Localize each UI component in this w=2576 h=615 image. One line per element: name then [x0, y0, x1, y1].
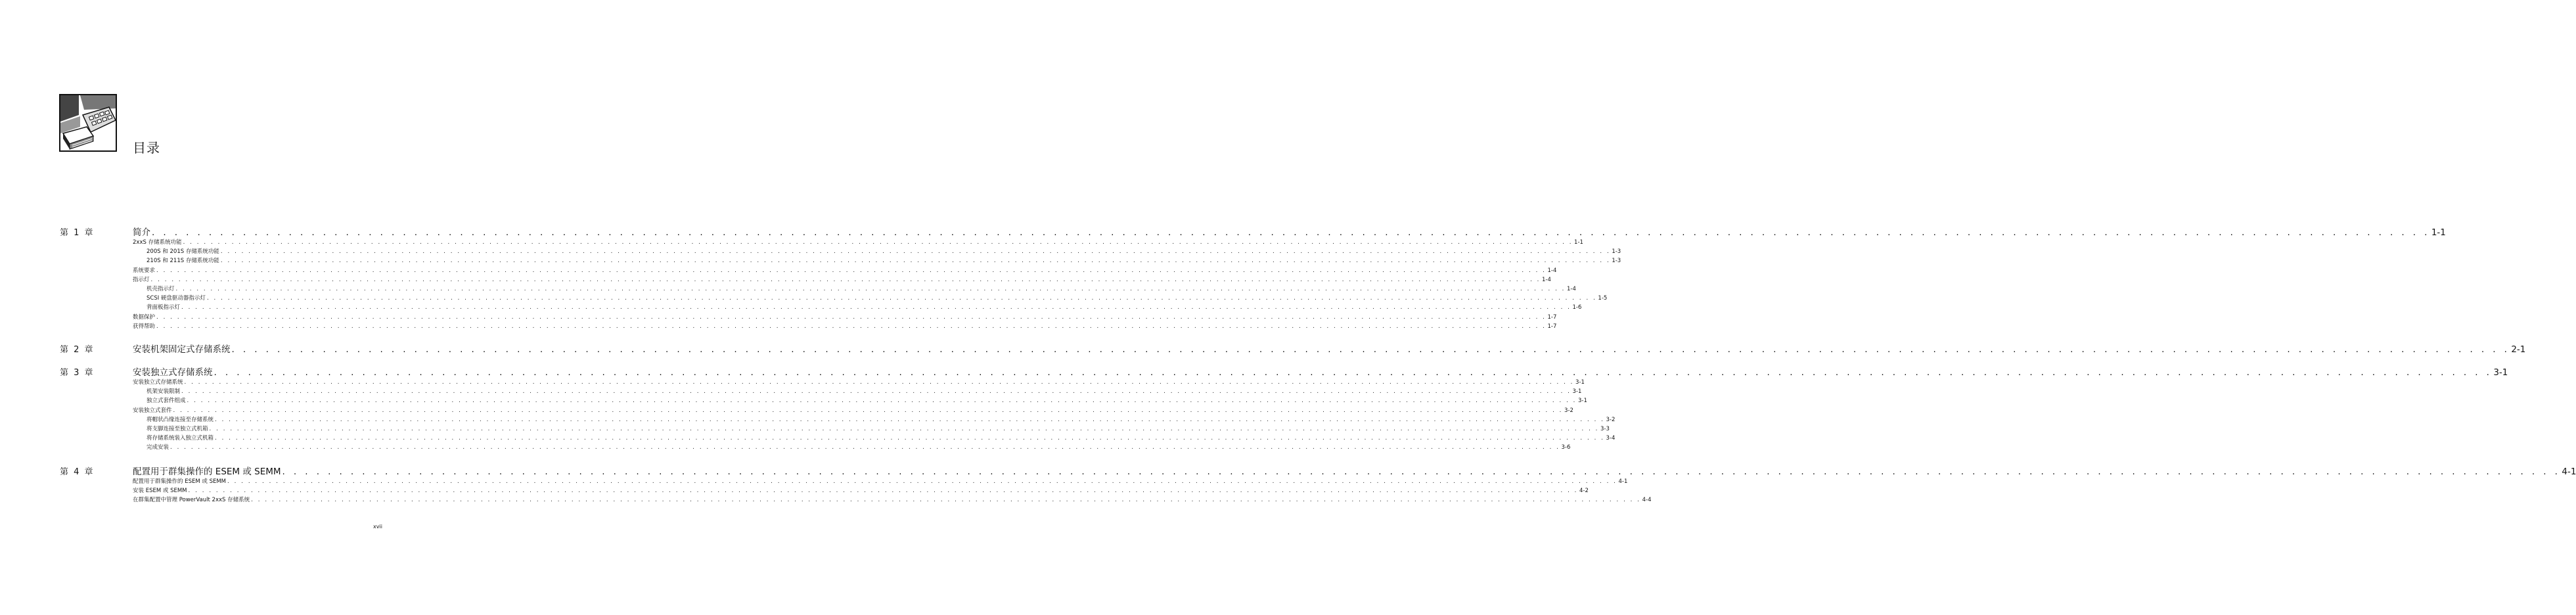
- entry-title: 2xxS 存储系统功能: [133, 239, 182, 246]
- entry-title: 机壳指示灯: [147, 286, 175, 292]
- section-entry[interactable]: [133, 495, 1652, 504]
- dot-leader: . . . . . . . . . . . . . . . . . . . . . . . . . . . . . . . . . . . . . . . . . . . . . . . . . . . . . . . . . . . . . . . . . . . . . . . . . . . . . . . . . . . . . . . . . . . . . . . . . . . . . . . . . . . . . . . . . . . . . . . . . . . . . . . . . . . . . . . . . . . . . . . . . . . . . . . . . . . . . . . . . . . . . . . . . . . . . . . . . . . . . . . . . . . . . . . . . . . . . . . .: [188, 488, 1578, 495]
- section-entry[interactable]: [133, 275, 1551, 283]
- dot-leader: . . . . . . . . . . . . . . . . . . . . . . . . . . . . . . . . . . . . . . . . . . . . . . . . . . . . . . . . . . . . . . . . . . . . . . . . . . . . . . . . . . . . . . . . . . . . . . . . . . . . . . . . . . . . . . . . . . . . . . . . . . . . . . . . . . . . . . . . . . . . . . . . . . . . . . . . . . . . . . . . . . . . . . . . . . . . . . . . . . . . . . . . . . . . . . . . . . . . . . . .: [156, 267, 1547, 274]
- entry-page: 1-1: [1574, 239, 1583, 246]
- dot-leader: . . . . . . . . . . . . . . . . . . . . . . . . . . . . . . . . . . . . . . . . . . . . . . . . . . . . . . . . . . . . . . . . . . . . . . . . . . . . . . . . . . . . . . . . . . . . . . . . . . . . . . . . . . . . . . . . . . . . . . . . . . . . . . . . . . . . . . . . . . . . . . . . . . . . . . . . . . . . . . . . . . . . . . . . . . . . . . . . . . . . . . . . . . . . . . . . . . . . . . . .: [173, 407, 1563, 414]
- subsection-entry[interactable]: [147, 256, 1621, 265]
- entry-title: 安装独立式存储系统: [133, 367, 213, 378]
- entry-title: 系统要求: [133, 267, 156, 274]
- dot-leader: . . . . . . . . . . . . . . . . . . . . . . . . . . . . . . . . . . . . . . . . . . . . . . . . . . . . . . . . . . . . . . . . . . . . . . . . . . . . . . . . . . . . . . . . . . . . . . . . . . . . . . . . . . . . . . . . . . . . . . . . . . . . . . . . . . . . . . . . . . . . . . . . . . . . . . . . . . . . . . . . . . . . . . . . . . . . . . . . . . . . . . . . . . . . . . . . . . . . . . . .: [227, 478, 1617, 485]
- section-entry[interactable]: [133, 477, 1628, 485]
- entry-title: 将存储系统装入独立式机箱: [147, 435, 214, 442]
- entry-page: 3-4: [1606, 435, 1616, 442]
- entry-page: 4-1: [2562, 467, 2576, 477]
- dot-leader: . . . . . . . . . . . . . . . . . . . . . . . . . . . . . . . . . . . . . . . . . . . . . . . . . . . . . . . . . . . . . . . . . . . . . . . . . . . . . . . . . . . . . . . . . . . . . . . . . . . . . . . . . . . . . . . . . . . . . . . . . . . . . . . . . . . . . . . . . . . . . . . . . . . . . . . . . . . . . . . . . . . . . . . . . . . . . . . . . . . . . . . . . . . . . . . . . . . . . . . .: [206, 295, 1597, 302]
- entry-page: 1-6: [1572, 304, 1582, 311]
- dot-leader: . . . . . . . . . . . . . . . . . . . . . . . . . . . . . . . . . . . . . . . . . . . . . . . . . . . . . . . . . . . . . . . . . . . . . . . . . . . . . . . . . . . . . . . . . . . . . . . . . . . . . . . . . . . . . . . . . . . . . . . . . . . . . . . . . . . . . . . . . . . . . . . . . . . . . . . . . . . . . . . . . . . . . . . . . . . . . . . . . . . . . . . . . . . . . . . . . . . . . . . .: [214, 367, 2493, 378]
- entry-page: 3-2: [1606, 416, 1616, 423]
- dot-leader: . . . . . . . . . . . . . . . . . . . . . . . . . . . . . . . . . . . . . . . . . . . . . . . . . . . . . . . . . . . . . . . . . . . . . . . . . . . . . . . . . . . . . . . . . . . . . . . . . . . . . . . . . . . . . . . . . . . . . . . . . . . . . . . . . . . . . . . . . . . . . . . . . . . . . . . . . . . . . . . . . . . . . . . . . . . . . . . . . . . . . . . . . . . . . . . . . . . . . . . .: [282, 467, 2561, 477]
- chapter-label: 第 3 章: [60, 368, 95, 378]
- section-entry[interactable]: [133, 238, 1583, 246]
- entry-page: 4-1: [1618, 478, 1628, 485]
- entry-page: 4-4: [1642, 497, 1652, 504]
- entry-page: 1-4: [1541, 276, 1551, 283]
- entry-title: 安装独立式套件: [133, 407, 172, 414]
- chapter-label: 第 2 章: [60, 345, 95, 355]
- subsection-entry[interactable]: [147, 415, 1616, 423]
- section-entry[interactable]: [133, 378, 1585, 386]
- entry-page: 3-1: [1577, 398, 1587, 405]
- entry-page: 3-1: [1575, 379, 1585, 386]
- dot-leader: . . . . . . . . . . . . . . . . . . . . . . . . . . . . . . . . . . . . . . . . . . . . . . . . . . . . . . . . . . . . . . . . . . . . . . . . . . . . . . . . . . . . . . . . . . . . . . . . . . . . . . . . . . . . . . . . . . . . . . . . . . . . . . . . . . . . . . . . . . . . . . . . . . . . . . . . . . . . . . . . . . . . . . . . . . . . . . . . . . . . . . . . . . . . . . . . . . . . . . . .: [156, 313, 1547, 321]
- entry-title: 数据保护: [133, 313, 156, 321]
- entry-title: 背面板指示灯: [147, 304, 181, 311]
- chapter-heading[interactable]: [133, 225, 2446, 238]
- dot-leader: . . . . . . . . . . . . . . . . . . . . . . . . . . . . . . . . . . . . . . . . . . . . . . . . . . . . . . . . . . . . . . . . . . . . . . . . . . . . . . . . . . . . . . . . . . . . . . . . . . . . . . . . . . . . . . . . . . . . . . . . . . . . . . . . . . . . . . . . . . . . . . . . . . . . . . . . . . . . . . . . . . . . . . . . . . . . . . . . . . . . . . . . . . . . . . . . . . . . . . . .: [220, 248, 1611, 256]
- entry-page: 1-3: [1612, 258, 1621, 265]
- dot-leader: . . . . . . . . . . . . . . . . . . . . . . . . . . . . . . . . . . . . . . . . . . . . . . . . . . . . . . . . . . . . . . . . . . . . . . . . . . . . . . . . . . . . . . . . . . . . . . . . . . . . . . . . . . . . . . . . . . . . . . . . . . . . . . . . . . . . . . . . . . . . . . . . . . . . . . . . . . . . . . . . . . . . . . . . . . . . . . . . . . . . . . . . . . . . . . . . . . . . . . . .: [251, 497, 1641, 504]
- entry-page: 3-1: [2493, 367, 2508, 378]
- subsection-entry[interactable]: [147, 285, 1576, 292]
- dot-leader: . . . . . . . . . . . . . . . . . . . . . . . . . . . . . . . . . . . . . . . . . . . . . . . . . . . . . . . . . . . . . . . . . . . . . . . . . . . . . . . . . . . . . . . . . . . . . . . . . . . . . . . . . . . . . . . . . . . . . . . . . . . . . . . . . . . . . . . . . . . . . . . . . . . . . . . . . . . . . . . . . . . . . . . . . . . . . . . . . . . . . . . . . . . . . . . . . . . . . . . .: [170, 444, 1560, 451]
- entry-title: 安装 ESEM 或 SEMM: [133, 488, 187, 495]
- chapter-label: 第 1 章: [60, 228, 95, 238]
- entry-page: 3-1: [1572, 388, 1582, 396]
- entry-title: 指示灯: [133, 276, 150, 283]
- dot-leader: . . . . . . . . . . . . . . . . . . . . . . . . . . . . . . . . . . . . . . . . . . . . . . . . . . . . . . . . . . . . . . . . . . . . . . . . . . . . . . . . . . . . . . . . . . . . . . . . . . . . . . . . . . . . . . . . . . . . . . . . . . . . . . . . . . . . . . . . . . . . . . . . . . . . . . . . . . . . . . . . . . . . . . . . . . . . . . . . . . . . . . . . . . . . . . . . . . . . . . . .: [183, 239, 1573, 246]
- entry-page: 1-1: [2431, 227, 2446, 238]
- entry-title: 配置用于群集操作的 ESEM 或 SEMM: [133, 467, 281, 477]
- dot-leader: . . . . . . . . . . . . . . . . . . . . . . . . . . . . . . . . . . . . . . . . . . . . . . . . . . . . . . . . . . . . . . . . . . . . . . . . . . . . . . . . . . . . . . . . . . . . . . . . . . . . . . . . . . . . . . . . . . . . . . . . . . . . . . . . . . . . . . . . . . . . . . . . . . . . . . . . . . . . . . . . . . . . . . . . . . . . . . . . . . . . . . . . . . . . . . . . . . . . . . . .: [220, 258, 1611, 265]
- entry-title: 将帽状凸缘连接至存储系统: [147, 416, 214, 423]
- entry-page: 2-1: [2511, 344, 2526, 355]
- entry-title: 安装独立式存储系统: [133, 379, 183, 386]
- subsection-entry[interactable]: [147, 247, 1621, 256]
- entry-page: 3-6: [1561, 444, 1571, 451]
- dot-leader: . . . . . . . . . . . . . . . . . . . . . . . . . . . . . . . . . . . . . . . . . . . . . . . . . . . . . . . . . . . . . . . . . . . . . . . . . . . . . . . . . . . . . . . . . . . . . . . . . . . . . . . . . . . . . . . . . . . . . . . . . . . . . . . . . . . . . . . . . . . . . . . . . . . . . . . . . . . . . . . . . . . . . . . . . . . . . . . . . . . . . . . . . . . . . . . . . . . . . . . .: [181, 388, 1571, 396]
- chapter-heading[interactable]: [133, 342, 2526, 355]
- dot-leader: . . . . . . . . . . . . . . . . . . . . . . . . . . . . . . . . . . . . . . . . . . . . . . . . . . . . . . . . . . . . . . . . . . . . . . . . . . . . . . . . . . . . . . . . . . . . . . . . . . . . . . . . . . . . . . . . . . . . . . . . . . . . . . . . . . . . . . . . . . . . . . . . . . . . . . . . . . . . . . . . . . . . . . . . . . . . . . . . . . . . . . . . . . . . . . . . . . . . . . . .: [181, 304, 1571, 311]
- entry-title: 将支脚连接至独立式机箱: [147, 426, 208, 432]
- entry-title: 安装机架固定式存储系统: [133, 344, 231, 355]
- section-entry[interactable]: [133, 313, 1557, 321]
- dot-leader: . . . . . . . . . . . . . . . . . . . . . . . . . . . . . . . . . . . . . . . . . . . . . . . . . . . . . . . . . . . . . . . . . . . . . . . . . . . . . . . . . . . . . . . . . . . . . . . . . . . . . . . . . . . . . . . . . . . . . . . . . . . . . . . . . . . . . . . . . . . . . . . . . . . . . . . . . . . . . . . . . . . . . . . . . . . . . . . . . . . . . . . . . . . . . . . . . . . . . . . .: [184, 379, 1574, 386]
- entry-title: 完成安装: [147, 444, 169, 451]
- page-title: 目录: [133, 140, 160, 156]
- chapter-heading[interactable]: [133, 464, 2576, 477]
- entry-page: 1-3: [1612, 248, 1621, 256]
- entry-title: 在群集配置中管理 PowerVault 2xxS 存储系统: [133, 497, 250, 504]
- subsection-entry[interactable]: [147, 387, 1582, 396]
- dot-leader: . . . . . . . . . . . . . . . . . . . . . . . . . . . . . . . . . . . . . . . . . . . . . . . . . . . . . . . . . . . . . . . . . . . . . . . . . . . . . . . . . . . . . . . . . . . . . . . . . . . . . . . . . . . . . . . . . . . . . . . . . . . . . . . . . . . . . . . . . . . . . . . . . . . . . . . . . . . . . . . . . . . . . . . . . . . . . . . . . . . . . . . . . . . . . . . . . . . . . . . .: [156, 323, 1547, 330]
- entry-title: SCSI 硬盘驱动器指示灯: [147, 295, 206, 302]
- section-entry[interactable]: [133, 266, 1557, 274]
- entry-page: 1-7: [1547, 313, 1557, 321]
- entry-page: 3-3: [1600, 426, 1610, 432]
- subsection-entry[interactable]: [147, 396, 1587, 405]
- dot-leader: . . . . . . . . . . . . . . . . . . . . . . . . . . . . . . . . . . . . . . . . . . . . . . . . . . . . . . . . . . . . . . . . . . . . . . . . . . . . . . . . . . . . . . . . . . . . . . . . . . . . . . . . . . . . . . . . . . . . . . . . . . . . . . . . . . . . . . . . . . . . . . . . . . . . . . . . . . . . . . . . . . . . . . . . . . . . . . . . . . . . . . . . . . . . . . . . . . . . . . . .: [231, 344, 2510, 355]
- subsection-entry[interactable]: [147, 434, 1616, 442]
- entry-title: 机架安装限制: [147, 388, 181, 396]
- book-and-keyboard-icon: [59, 94, 117, 152]
- entry-title: 210S 和 211S 存储系统功能: [147, 258, 219, 265]
- chapter-label: 第 4 章: [60, 467, 95, 477]
- dot-leader: . . . . . . . . . . . . . . . . . . . . . . . . . . . . . . . . . . . . . . . . . . . . . . . . . . . . . . . . . . . . . . . . . . . . . . . . . . . . . . . . . . . . . . . . . . . . . . . . . . . . . . . . . . . . . . . . . . . . . . . . . . . . . . . . . . . . . . . . . . . . . . . . . . . . . . . . . . . . . . . . . . . . . . . . . . . . . . . . . . . . . . . . . . . . . . . . . . . . . . . .: [150, 276, 1541, 283]
- subsection-entry[interactable]: [147, 294, 1608, 302]
- dot-leader: . . . . . . . . . . . . . . . . . . . . . . . . . . . . . . . . . . . . . . . . . . . . . . . . . . . . . . . . . . . . . . . . . . . . . . . . . . . . . . . . . . . . . . . . . . . . . . . . . . . . . . . . . . . . . . . . . . . . . . . . . . . . . . . . . . . . . . . . . . . . . . . . . . . . . . . . . . . . . . . . . . . . . . . . . . . . . . . . . . . . . . . . . . . . . . . . . . . . . . . .: [152, 227, 2430, 238]
- entry-title: 独立式套件组成: [147, 398, 186, 405]
- entry-title: 配置用于群集操作的 ESEM 或 SEMM: [133, 478, 227, 485]
- dot-leader: . . . . . . . . . . . . . . . . . . . . . . . . . . . . . . . . . . . . . . . . . . . . . . . . . . . . . . . . . . . . . . . . . . . . . . . . . . . . . . . . . . . . . . . . . . . . . . . . . . . . . . . . . . . . . . . . . . . . . . . . . . . . . . . . . . . . . . . . . . . . . . . . . . . . . . . . . . . . . . . . . . . . . . . . . . . . . . . . . . . . . . . . . . . . . . . . . . . . . . . .: [215, 416, 1605, 423]
- dot-leader: . . . . . . . . . . . . . . . . . . . . . . . . . . . . . . . . . . . . . . . . . . . . . . . . . . . . . . . . . . . . . . . . . . . . . . . . . . . . . . . . . . . . . . . . . . . . . . . . . . . . . . . . . . . . . . . . . . . . . . . . . . . . . . . . . . . . . . . . . . . . . . . . . . . . . . . . . . . . . . . . . . . . . . . . . . . . . . . . . . . . . . . . . . . . . . . . . . . . . . . .: [209, 426, 1599, 432]
- subsection-entry[interactable]: [147, 424, 1610, 432]
- subsection-entry[interactable]: [147, 303, 1582, 311]
- page-number: xvii: [373, 524, 382, 530]
- entry-title: 获得帮助: [133, 323, 156, 330]
- section-entry[interactable]: [133, 322, 1557, 330]
- entry-page: 1-4: [1547, 267, 1557, 274]
- entry-title: 简介: [133, 227, 150, 238]
- entry-title: 200S 和 201S 存储系统功能: [147, 248, 219, 256]
- entry-page: 1-4: [1566, 286, 1576, 292]
- dot-leader: . . . . . . . . . . . . . . . . . . . . . . . . . . . . . . . . . . . . . . . . . . . . . . . . . . . . . . . . . . . . . . . . . . . . . . . . . . . . . . . . . . . . . . . . . . . . . . . . . . . . . . . . . . . . . . . . . . . . . . . . . . . . . . . . . . . . . . . . . . . . . . . . . . . . . . . . . . . . . . . . . . . . . . . . . . . . . . . . . . . . . . . . . . . . . . . . . . . . . . . .: [215, 435, 1605, 442]
- entry-page: 4-2: [1579, 488, 1589, 495]
- entry-page: 3-2: [1564, 407, 1573, 414]
- entry-page: 1-5: [1598, 295, 1608, 302]
- subsection-entry[interactable]: [147, 443, 1571, 451]
- dot-leader: . . . . . . . . . . . . . . . . . . . . . . . . . . . . . . . . . . . . . . . . . . . . . . . . . . . . . . . . . . . . . . . . . . . . . . . . . . . . . . . . . . . . . . . . . . . . . . . . . . . . . . . . . . . . . . . . . . . . . . . . . . . . . . . . . . . . . . . . . . . . . . . . . . . . . . . . . . . . . . . . . . . . . . . . . . . . . . . . . . . . . . . . . . . . . . . . . . . . . . . .: [187, 398, 1577, 405]
- section-entry[interactable]: [133, 486, 1589, 495]
- dot-leader: . . . . . . . . . . . . . . . . . . . . . . . . . . . . . . . . . . . . . . . . . . . . . . . . . . . . . . . . . . . . . . . . . . . . . . . . . . . . . . . . . . . . . . . . . . . . . . . . . . . . . . . . . . . . . . . . . . . . . . . . . . . . . . . . . . . . . . . . . . . . . . . . . . . . . . . . . . . . . . . . . . . . . . . . . . . . . . . . . . . . . . . . . . . . . . . . . . . . . . . .: [175, 286, 1566, 292]
- entry-page: 1-7: [1547, 323, 1557, 330]
- section-entry[interactable]: [133, 406, 1573, 414]
- chapter-heading[interactable]: [133, 365, 2508, 378]
